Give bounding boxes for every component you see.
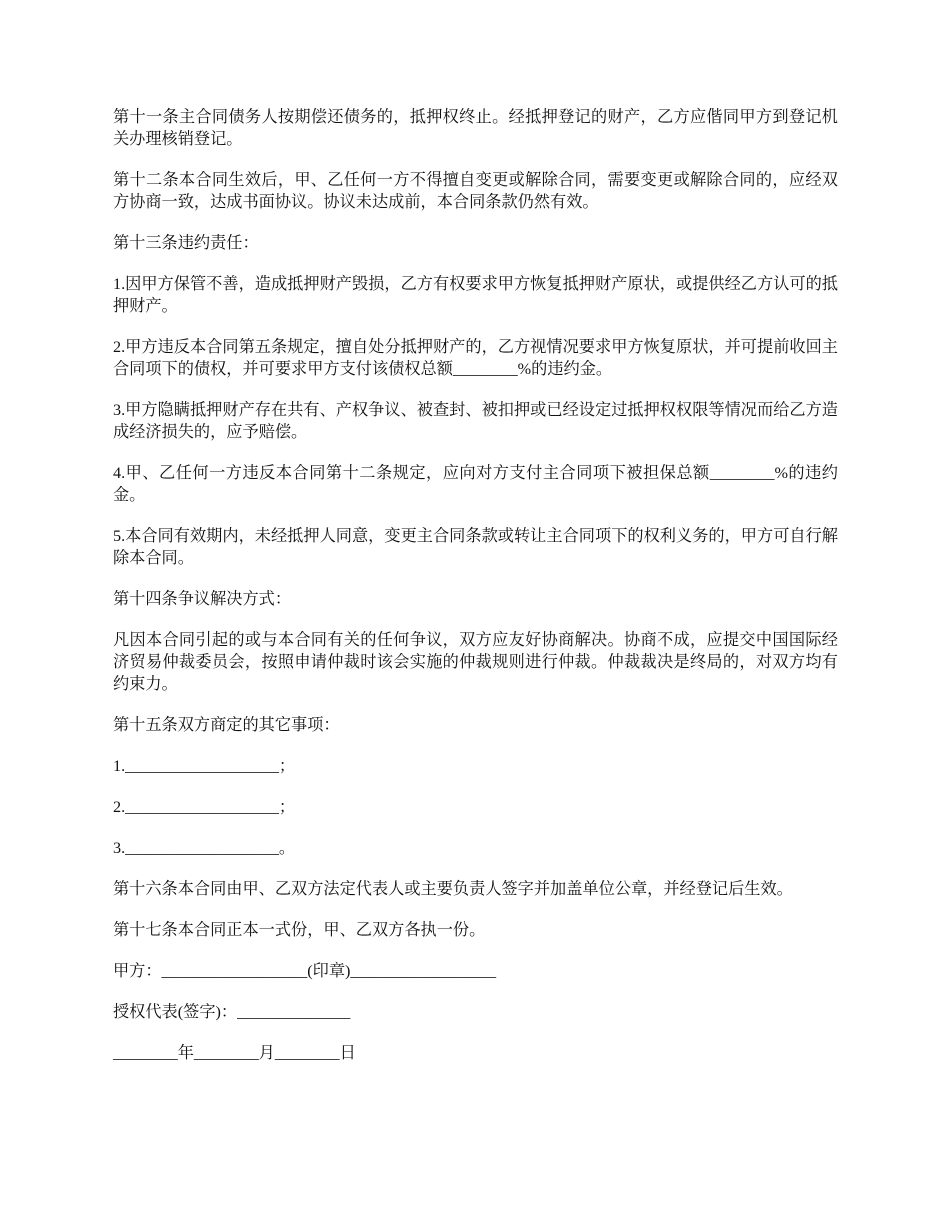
clause-13-item-3: 3.甲方隐瞒抵押财产存在共有、产权争议、被查封、被扣押或已经设定过抵押权权限等情况而给乙方造成经济损失的，应予赔偿。 — [113, 401, 838, 441]
date-line: ________年________月________日 — [113, 1044, 356, 1062]
clause-11: 第十一条主合同债务人按期偿还债务的，抵押权终止。经抵押登记的财产，乙方应偕同甲方到登记机关办理核销登记。 — [113, 108, 838, 148]
clause-17: 第十七条本合同正本一式份，甲、乙双方各执一份。 — [113, 921, 486, 939]
clause-12: 第十二条本合同生效后，甲、乙任何一方不得擅自变更或解除合同，需要变更或解除合同的，应经双方协商一致，达成书面协议。协议未达成前，本合同条款仍然有效。 — [113, 171, 838, 211]
clause-13-item-2: 2.甲方违反本合同第五条规定，擅自处分抵押财产的，乙方视情况要求甲方恢复原状，并可提前收回主合同项下的债权，并可要求甲方支付该债权总额________%的违约金。 — [113, 338, 838, 378]
contract-page — [113, 106, 838, 1083]
clause-13-heading: 第十三条违约责任： — [113, 234, 259, 252]
clause-14-heading: 第十四条争议解决方式： — [113, 590, 292, 608]
clause-15-heading: 第十五条双方商定的其它事项： — [113, 716, 340, 734]
clause-15-item-2: 2.___________________； — [113, 798, 296, 816]
clause-14-body: 凡因本合同引起的或与本合同有关的任何争议，双方应友好协商解决。协商不成，应提交中国国际经济贸易仲裁委员会，按照申请仲裁时该会实施的仲裁规则进行仲裁。仲裁裁决是终局的，对双方均有约束力。 — [113, 631, 838, 693]
authorized-rep-signature-line: 授权代表(签字)：______________ — [113, 1003, 351, 1021]
clause-16: 第十六条本合同由甲、乙双方法定代表人或主要负责人签字并加盖单位公章，并经登记后生效。 — [113, 880, 793, 898]
clause-13-item-5: 5.本合同有效期内，未经抵押人同意，变更主合同条款或转让主合同项下的权利义务的，甲方可自行解除本合同。 — [113, 527, 838, 567]
clause-15-item-1: 1.___________________； — [113, 757, 296, 775]
clause-15-item-3: 3.___________________。 — [113, 839, 296, 857]
party-a-signature-line: 甲方：__________________(印章)__________________ — [113, 962, 497, 980]
clause-13-item-1: 1.因甲方保管不善，造成抵押财产毁损，乙方有权要求甲方恢复抵押财产原状，或提供经乙方认可的抵押财产。 — [113, 275, 838, 315]
clause-13-item-4: 4.甲、乙任何一方违反本合同第十二条规定，应向对方支付主合同项下被担保总额________%的违约金。 — [113, 464, 838, 504]
